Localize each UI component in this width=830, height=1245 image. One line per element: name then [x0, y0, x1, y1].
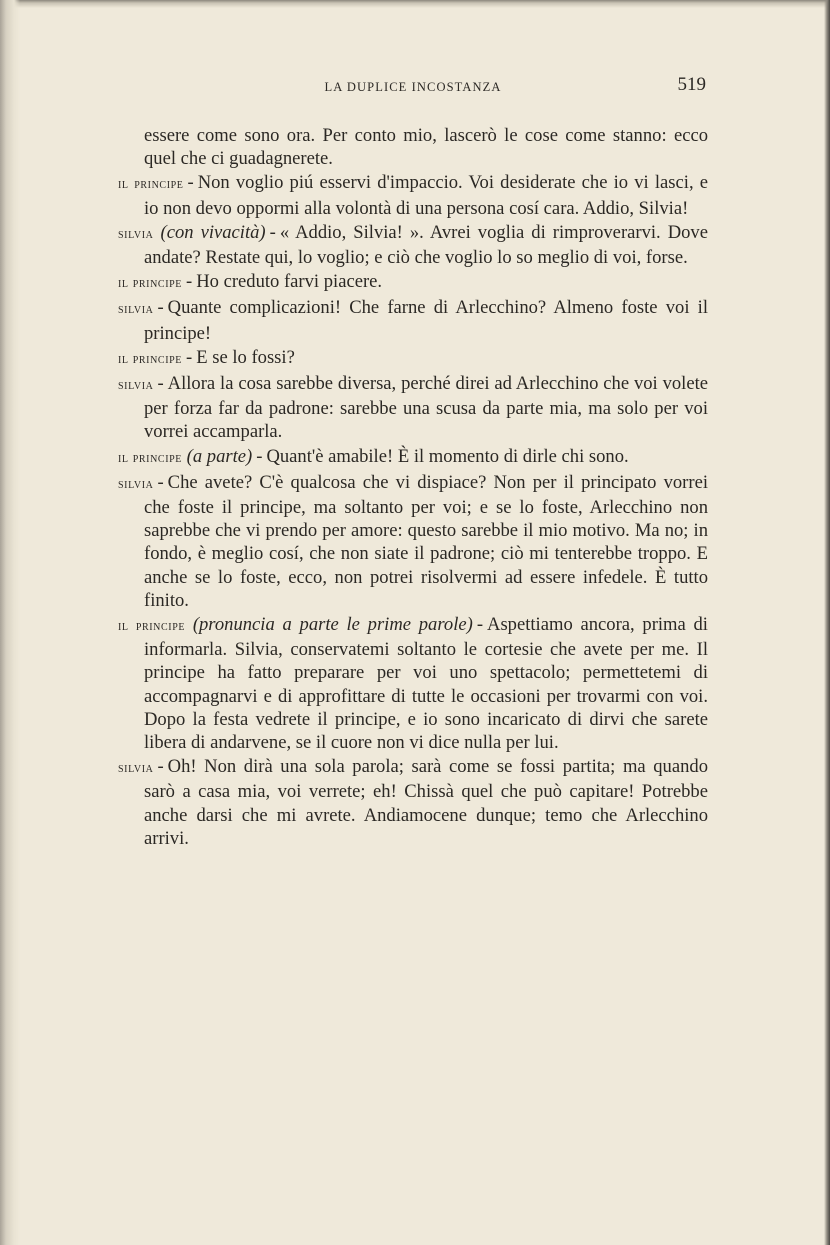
stage-direction: (pronuncia a parte le prime parole) [192, 614, 473, 636]
dialogue-text: Quante complicazioni! Che farne di Arlecchino? Almeno foste voi il principe! [144, 297, 708, 344]
paragraph-continuation [118, 124, 708, 170]
speech-il-principe [118, 270, 708, 295]
dialogue-text: Oh! Non dirà una sola parola; sarà come se fossi partita; ma quando sarò a casa mia, voi verrete; eh! Chissà quel che può capitare! Potrebbe anche darsi che mi avrete. Andiamocene dunque; temo che Arlecchino arrivi. [144, 756, 708, 849]
speaker-dash: - [157, 373, 164, 395]
speaker-dash: - [256, 445, 263, 467]
speaker-name: silvia [118, 378, 154, 394]
stage-direction: (a parte) [186, 445, 253, 467]
dialogue-text: Ho creduto farvi piacere. [196, 271, 383, 293]
speech-il-principe [118, 445, 708, 470]
running-title: LA DUPLICE INCOSTANZA [324, 80, 502, 94]
speaker-name: silvia [118, 476, 154, 492]
dialogue-text: Aspettiamo ancora, prima di informarla. Silvia, conservatemi soltanto le cortesie che avete per me. Il principe ha fatto preparare per voi uno spettacolo; permettetemi di accompagnarvi e di approfittare di tutte le occasioni per trovarmi con voi. Dopo la festa vedrete il principe, e io sono incaricato di dirvi che sarete libera di andarvene, se il cuore non vi dice nulla per lui. [144, 614, 708, 754]
speaker-dash: - [157, 297, 164, 319]
speaker-name: il principe [118, 450, 182, 466]
speech-il-principe [118, 613, 708, 754]
text-body [118, 124, 708, 851]
speaker-name: silvia [118, 761, 154, 777]
dialogue-text: essere come sono ora. Per conto mio, lascerò le cose come stanno: ecco quel che ci guadagnerete. [144, 125, 708, 170]
speaker-dash: - [186, 271, 193, 293]
speaker-name: il principe [118, 177, 184, 193]
dialogue-text: « Addio, Silvia! ». Avrei voglia di rimproverarvi. Dove andate? Restate qui, lo voglio; e ciò che voglio lo so meglio di voi, forse. [144, 221, 708, 269]
page-number: 519 [677, 74, 706, 95]
speaker-dash: - [157, 756, 164, 778]
speaker-dash: - [269, 221, 276, 243]
speech-silvia [118, 296, 708, 344]
speaker-dash: - [157, 471, 164, 493]
speaker-dash: - [476, 614, 484, 636]
speaker-name: il principe [118, 276, 182, 292]
speech-il-principe [118, 346, 708, 371]
speaker-name: silvia [118, 302, 154, 318]
dialogue-text: Quant'è amabile! È il momento di dirle chi sono. [266, 445, 629, 467]
speaker-dash: - [187, 172, 194, 194]
dialogue-text: Che avete? C'è qualcosa che vi dispiace? Non per il principato vorrei che foste il principe, ma soltanto per voi; e se lo foste, Arlecchino non saprebbe che vi prendo per amore: questo sarebbe il mio motivo. Ma no; in fondo, è meglio cosí, che non siate il padrone; ciò mi tenterebbe troppo. E anche se lo foste, ecco, non potrei risolvermi ad essere infedele. È tutto finito. [144, 471, 708, 611]
speaker-dash: - [186, 346, 193, 368]
page-binding-shadow [0, 0, 20, 1245]
speech-il-principe [118, 171, 708, 219]
stage-direction: (con vivacità) [160, 221, 266, 243]
speech-silvia [118, 471, 708, 612]
dialogue-text: Allora la cosa sarebbe diversa, perché direi ad Arlecchino che voi volete per forza far da padrone: sarebbe una scusa da parte mia, ma solo per voi vorrei accamparla. [144, 373, 708, 443]
page-right-edge [824, 0, 830, 1245]
dialogue-text: E se lo fossi? [196, 346, 295, 368]
speech-silvia [118, 372, 708, 444]
dialogue-text: Non voglio piú esservi d'impaccio. Voi desiderate che io vi lasci, e io non devo oppormi alla volontà di una persona cosí cara. Addio, Silvia! [144, 172, 708, 219]
page-top-edge [0, 0, 830, 8]
speaker-name: il principe [118, 619, 186, 635]
speaker-name: silvia [118, 226, 154, 242]
speaker-name: il principe [118, 351, 182, 367]
page-header [118, 74, 708, 100]
speech-silvia [118, 755, 708, 850]
speech-silvia [118, 221, 708, 269]
